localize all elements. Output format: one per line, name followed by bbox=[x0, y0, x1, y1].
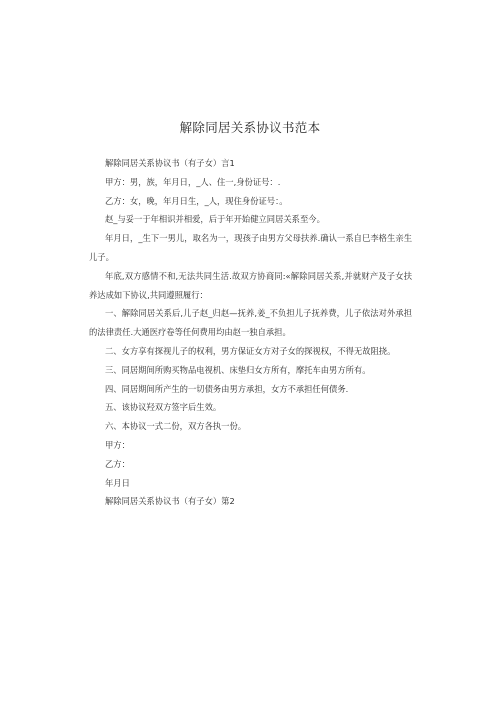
clause-6: 六、本协议一式二份，双方各执一份。 bbox=[105, 421, 247, 432]
paragraph-heading-2: 解除同居关系协议书（有子女）第2 bbox=[105, 496, 235, 507]
paragraph-child: 年月日，_生下一男儿，取名为一，现孩子由男方父母扶养.确认一系自巳李格生亲生儿子。 bbox=[89, 233, 412, 262]
document-body bbox=[89, 154, 412, 511]
clause-1: 一、解除同居关系后,儿子赵_归赵—抚养,姜_不负担儿子抚养费，儿子依法对外承担的法律责任.大通医疗卷等任何费用均由赵一独自承担。 bbox=[89, 308, 412, 338]
clause-5: 五、该协议羟双方签字后生效。 bbox=[105, 402, 222, 413]
paragraph-heading-1: 解除同居关系协议书（有子女）言1 bbox=[105, 158, 235, 168]
clause-2: 二、女方享有探视儿子的权利，男方保证女方对子女的探视权，不得无故阻挠。 bbox=[105, 345, 396, 356]
paragraph-party-b: 乙方：女，晚，年月日生，_人，现住身份证号：。 bbox=[105, 195, 288, 206]
signature-date: 年月日 bbox=[105, 477, 130, 488]
document-title: 解除同居关系协议书范本 bbox=[179, 120, 321, 135]
paragraph-agreement-intro: 年底,双方感情不和,无法共同生活.故双方协商同:«解除同居关系,并就财产及子女扶养达成如下协议,共同遵照履行： bbox=[89, 270, 412, 300]
paragraph-party-a: 甲方：男，族，年月日，_人、住一,身份证号：. bbox=[105, 176, 281, 187]
paragraph-background: 赵_与妥一于年相识并相爱，后于年开始健立同居关系至今。 bbox=[105, 214, 325, 225]
signature-party-b: 乙方： bbox=[105, 458, 130, 469]
signature-party-a: 甲方： bbox=[105, 439, 130, 450]
clause-3: 三、同居期间所购买物品电视机、床垫归女方所有，摩托车由男方所有。 bbox=[105, 364, 371, 375]
clause-4: 四、同居期间所产生的一切债务由男方承担，女方不承担任何债务. bbox=[105, 383, 349, 394]
